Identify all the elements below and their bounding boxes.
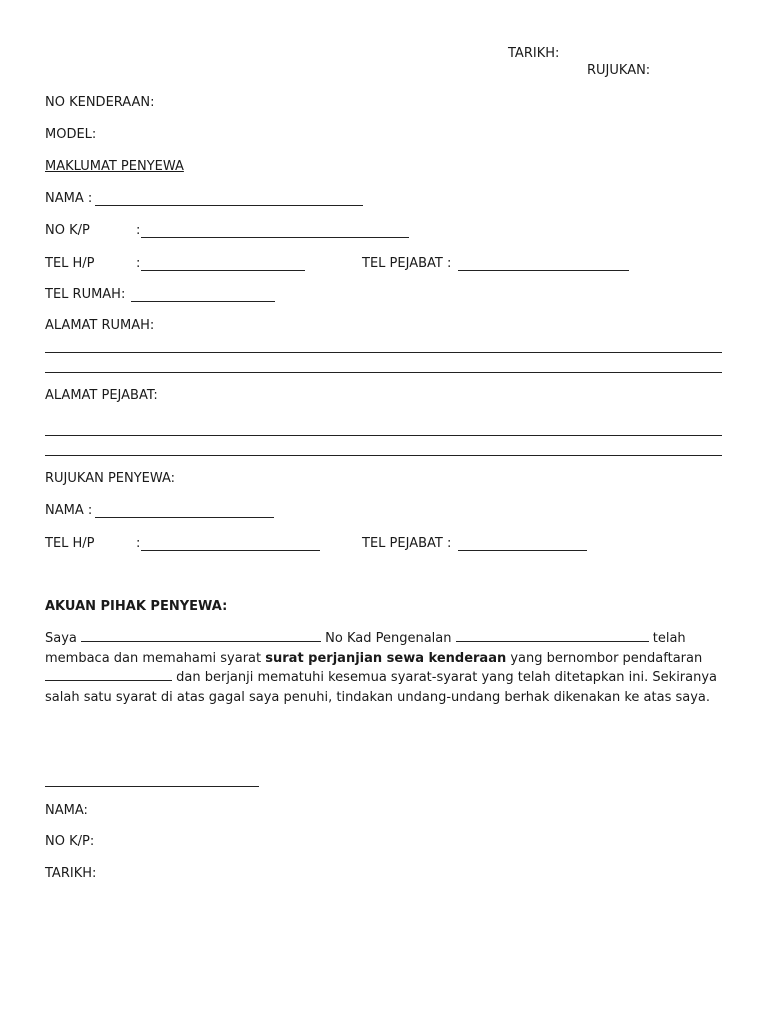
alamat-rumah-label: ALAMAT RUMAH: xyxy=(45,318,155,333)
signature-nokp-label: NO K/P: xyxy=(45,834,95,849)
akuan-kp-blank[interactable] xyxy=(456,629,649,642)
alamat-rumah-line-1[interactable] xyxy=(45,352,722,353)
model-label: MODEL: xyxy=(45,127,97,142)
penyewa-nama-field[interactable] xyxy=(95,205,363,206)
akuan-text-3: telah membaca dan memahami syarat xyxy=(45,631,686,666)
maklumat-penyewa-title: MAKLUMAT PENYEWA xyxy=(45,159,184,174)
rujukan-tel-pejabat-label: TEL PEJABAT : xyxy=(362,536,452,551)
alamat-rumah-line-2[interactable] xyxy=(45,372,722,373)
rujukan-nama-field[interactable] xyxy=(95,517,274,518)
signature-tarikh-label: TARIKH: xyxy=(45,866,97,881)
no-kenderaan-label: NO KENDERAAN: xyxy=(45,95,155,110)
penyewa-tel-pejabat-field[interactable] xyxy=(458,270,629,271)
rujukan-telhp-field[interactable] xyxy=(141,550,320,551)
penyewa-telhp-field[interactable] xyxy=(141,270,305,271)
alamat-pejabat-line-2[interactable] xyxy=(45,455,722,456)
akuan-paragraph xyxy=(45,629,725,707)
penyewa-tel-pejabat-label: TEL PEJABAT : xyxy=(362,256,452,271)
akuan-text-bold: surat perjanjian sewa kenderaan xyxy=(265,650,507,666)
akuan-text-5: yang bernombor pendaftaran xyxy=(506,650,703,666)
akuan-title: AKUAN PIHAK PENYEWA: xyxy=(45,599,228,614)
akuan-text-2: No Kad Pengenalan xyxy=(321,631,456,646)
penyewa-tel-rumah-label: TEL RUMAH: xyxy=(45,287,126,302)
penyewa-nokp-label: NO K/P xyxy=(45,223,90,238)
alamat-pejabat-line-1[interactable] xyxy=(45,435,722,436)
penyewa-telhp-colon: : xyxy=(136,256,141,271)
akuan-pendaftaran-blank[interactable] xyxy=(45,668,172,681)
penyewa-nama-label: NAMA : xyxy=(45,191,93,206)
rujukan-penyewa-title: RUJUKAN PENYEWA: xyxy=(45,471,176,486)
rujukan-nama-label: NAMA : xyxy=(45,503,93,518)
akuan-text-1: Saya xyxy=(45,631,82,646)
alamat-pejabat-label: ALAMAT PEJABAT: xyxy=(45,388,158,403)
rujukan-label: RUJUKAN: xyxy=(587,63,651,78)
akuan-text-6: dan berjanji mematuhi kesemua syarat-syarat yang telah ditetapkan ini. Sekiranya salah satu syarat di atas gagal saya penuhi, tindakan undang-undang berhak dikenakan ke atas saya. xyxy=(45,670,718,705)
signature-line[interactable] xyxy=(45,786,259,787)
tarikh-label: TARIKH: xyxy=(508,46,560,61)
signature-nama-label: NAMA: xyxy=(45,803,88,818)
akuan-nama-blank[interactable] xyxy=(81,629,321,642)
rujukan-telhp-colon: : xyxy=(136,536,141,551)
penyewa-tel-rumah-field[interactable] xyxy=(131,301,275,302)
rujukan-telhp-label: TEL H/P xyxy=(45,536,95,551)
penyewa-nokp-field[interactable] xyxy=(141,237,409,238)
penyewa-nokp-colon: : xyxy=(136,223,141,238)
penyewa-telhp-label: TEL H/P xyxy=(45,256,95,271)
rujukan-tel-pejabat-field[interactable] xyxy=(458,550,587,551)
